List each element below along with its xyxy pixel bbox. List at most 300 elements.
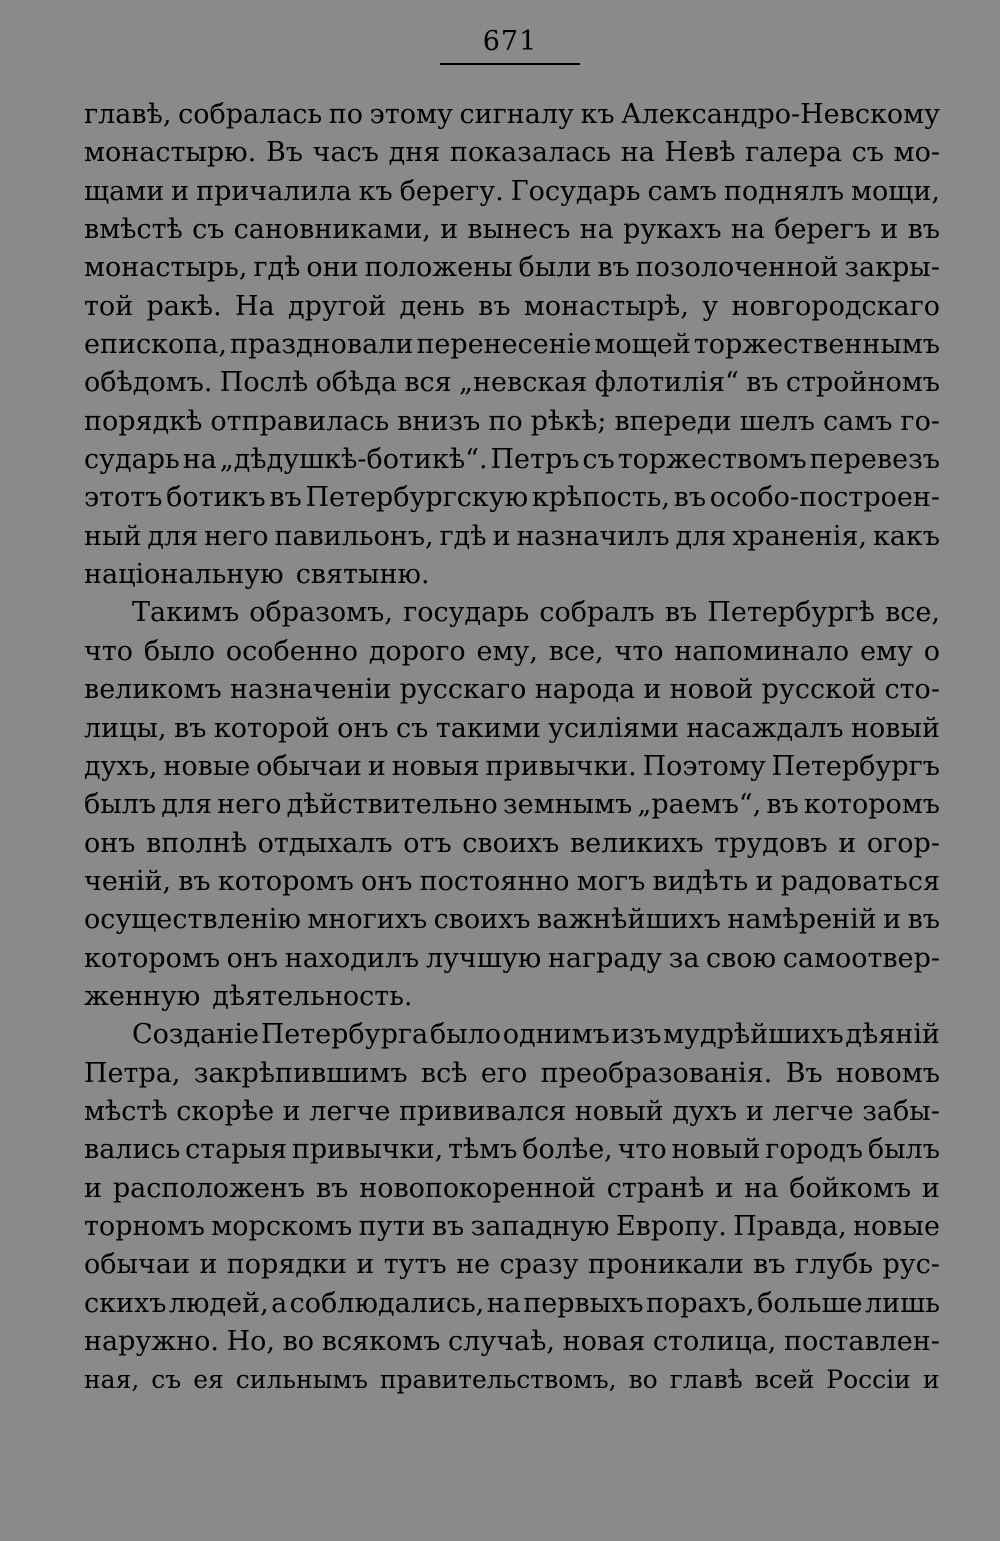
word: и (838, 827, 857, 859)
word: на (579, 214, 614, 246)
word: и (171, 175, 190, 207)
word: новая (562, 1326, 646, 1357)
word: онъ (226, 942, 279, 974)
word: въ (907, 214, 940, 246)
word: особо-построен- (709, 482, 940, 514)
word: Послѣ (219, 367, 309, 399)
word: закрѣпившимъ (193, 1057, 408, 1089)
word: онъ (337, 712, 389, 744)
word: у (702, 290, 719, 322)
word: торжественнымъ (693, 329, 940, 361)
word: собралась (178, 99, 323, 130)
word: Европу. (615, 1210, 727, 1242)
word: перенесеніе (416, 329, 592, 361)
word: крѣпость, (531, 482, 670, 514)
word: и (715, 1172, 734, 1204)
word: часъ (312, 137, 379, 169)
word: и (367, 750, 386, 782)
text-line (84, 479, 940, 517)
text-line (84, 594, 940, 632)
word: привычки, (291, 1134, 444, 1166)
word: въ (753, 1249, 786, 1281)
word: въ (766, 789, 799, 821)
word: самъ (823, 405, 893, 437)
text-line (84, 825, 940, 863)
word: На (234, 290, 275, 322)
word: день (399, 290, 465, 322)
word: по (328, 99, 364, 130)
word: скихъ (84, 1287, 167, 1319)
word: не (456, 1249, 491, 1281)
word: рѣкѣ; (530, 405, 607, 437)
word: ему, (476, 635, 538, 667)
page-number-rule (440, 63, 580, 65)
word: насаждалъ (686, 712, 844, 744)
word: павильонъ, (274, 520, 434, 552)
text-line (84, 1093, 940, 1131)
word: въ (597, 252, 630, 284)
word: а (271, 1287, 288, 1319)
word: этотъ (84, 482, 163, 514)
word: ченій, (84, 865, 172, 897)
word: что (617, 1134, 667, 1166)
word: праздновали (229, 329, 414, 361)
text-line (84, 173, 940, 211)
word: городъ (765, 1134, 863, 1166)
word: щами (84, 175, 165, 207)
word: на (744, 1172, 779, 1204)
word: торномъ (84, 1210, 205, 1242)
word: монастырь, (84, 252, 248, 284)
text-line (84, 249, 940, 287)
word: находилъ (284, 942, 420, 974)
word: женную (84, 980, 201, 1012)
word: новый (574, 1095, 664, 1127)
word: сигналу (459, 99, 574, 130)
word: своихъ (462, 827, 560, 859)
word: новопокоренной (359, 1172, 596, 1204)
word: правительствомъ, (379, 1365, 617, 1395)
word: Петербургскую (305, 482, 529, 514)
word: дѣйствительно (286, 789, 498, 821)
text-line (84, 1246, 940, 1284)
word: Государь (510, 175, 641, 207)
word: ея (193, 1365, 224, 1395)
word: постоянно (419, 865, 570, 897)
word: назначилъ (516, 520, 670, 552)
word: порядкѣ (84, 405, 203, 437)
word: что (84, 635, 134, 667)
word: сударь (84, 444, 180, 476)
word: него (204, 520, 269, 552)
word: рукахъ (623, 214, 722, 246)
word: новый (851, 712, 940, 744)
word: духъ, (84, 750, 158, 782)
word: за (668, 942, 700, 974)
word: прививался (399, 1095, 567, 1127)
word: и (880, 214, 899, 246)
text-line (84, 441, 940, 479)
word: земнымъ (502, 789, 633, 821)
word: и (492, 520, 511, 552)
word: скорѣе (176, 1095, 275, 1127)
word: награду (547, 942, 662, 974)
word: новые (853, 1210, 940, 1242)
word: Правда, (733, 1210, 847, 1242)
word: сразу (499, 1249, 579, 1281)
word: по (488, 405, 523, 437)
word: отъ (403, 827, 452, 859)
word: мо- (893, 137, 940, 169)
word: больше (757, 1287, 863, 1319)
word: на (730, 214, 765, 246)
word: которой (213, 712, 330, 744)
word: новгородскаго (731, 290, 940, 322)
text-line (84, 978, 940, 1016)
text-line (84, 1323, 940, 1361)
word: какъ (872, 520, 940, 552)
word: которомъ (217, 865, 354, 897)
word: о (923, 635, 940, 667)
text-line (84, 96, 940, 134)
word: Петра, (84, 1057, 181, 1089)
text-line (84, 1285, 940, 1323)
word: на (486, 1287, 521, 1319)
word: однимъ (502, 1019, 610, 1051)
word: мощей (594, 329, 691, 361)
text-line (84, 901, 940, 939)
word: Но, (226, 1326, 275, 1357)
word: епископа, (84, 329, 227, 361)
text-line (84, 940, 940, 978)
word: радоваться (780, 865, 940, 897)
word: Созданіе (132, 1019, 259, 1051)
word: проникали (588, 1249, 744, 1281)
word: морскомъ (211, 1210, 353, 1242)
word: огор- (866, 827, 940, 859)
word: поставлен- (784, 1326, 940, 1357)
word: дѣяній (845, 1019, 940, 1051)
word: былъ (867, 1134, 940, 1166)
word: трудовъ (714, 827, 828, 859)
text-line (84, 1361, 940, 1399)
word: въ (174, 712, 207, 744)
word: всякомъ (321, 1326, 441, 1357)
word: бойкомъ (789, 1172, 912, 1204)
word: странѣ (606, 1172, 705, 1204)
word: что (614, 635, 664, 667)
word: перевезъ (809, 444, 940, 476)
word: было (429, 1019, 501, 1051)
word: болѣе, (522, 1134, 613, 1166)
word: берегъ (774, 214, 872, 246)
word: осуществленію (84, 904, 301, 936)
word: столица, (652, 1326, 777, 1357)
word: русской (761, 674, 877, 706)
word: всей (754, 1365, 815, 1395)
word: стройномъ (785, 367, 940, 399)
word: той (84, 290, 134, 322)
word: и (921, 1172, 940, 1204)
text-line (84, 1131, 940, 1169)
word: мощи, (851, 175, 940, 207)
text-line (84, 556, 940, 594)
text-line (84, 288, 940, 326)
word: впереди (614, 405, 732, 437)
text-line (84, 518, 940, 556)
word: отправилась (210, 405, 390, 437)
word: національную (84, 559, 284, 591)
word: Россіи (826, 1365, 911, 1395)
word: своихъ (433, 904, 531, 936)
word: сильнымъ (235, 1365, 368, 1395)
body-text (84, 96, 940, 1400)
word: въ (664, 597, 698, 629)
word: все, (548, 635, 604, 667)
word: особенно (225, 635, 358, 667)
word: самъ (647, 175, 717, 207)
word: которомъ (84, 942, 221, 974)
word: усиліями (548, 712, 679, 744)
text-line (84, 403, 940, 441)
word: съ (396, 712, 429, 744)
word: къ (580, 99, 615, 130)
text-line (84, 364, 940, 402)
word: наружно. (84, 1326, 219, 1357)
word: которомъ (803, 789, 940, 821)
word: все, (885, 597, 940, 629)
word: забы- (862, 1095, 940, 1127)
word: преобразованія. (540, 1057, 773, 1089)
word: были (518, 252, 592, 284)
word: и (643, 674, 662, 706)
word: положены (364, 252, 513, 284)
word: тутъ (383, 1249, 447, 1281)
word: самоотвер- (782, 942, 940, 974)
word: „невская (459, 367, 588, 399)
word: „дѣдушкѣ-ботикѣ“. (219, 444, 488, 476)
word: флотилія“ (594, 367, 739, 399)
word: въ (673, 482, 707, 514)
word: монастырѣ, (523, 290, 689, 322)
word: вались (84, 1134, 181, 1166)
word: могъ (576, 865, 646, 897)
word: свою (706, 942, 777, 974)
word: „раемъ“, (637, 789, 762, 821)
word: святыню. (295, 559, 430, 591)
word: къ (358, 175, 393, 207)
word: главѣ, (84, 99, 172, 130)
word: причалила (196, 175, 352, 207)
word: съ (151, 1365, 182, 1395)
word: вполнѣ (146, 827, 247, 859)
word: показалась (449, 137, 612, 169)
word: соблюдались, (289, 1287, 485, 1319)
word: обычаи (256, 750, 363, 782)
word: было (143, 635, 216, 667)
word: глубь (794, 1249, 874, 1281)
word: Петербургъ (771, 750, 940, 782)
word: порахъ, (646, 1287, 755, 1319)
word: закры- (844, 252, 940, 284)
word: дня (388, 137, 441, 169)
word: и (356, 1249, 375, 1281)
word: ная, (84, 1365, 140, 1395)
word: этому (369, 99, 453, 130)
word: другой (287, 290, 387, 322)
word: старыя (185, 1134, 288, 1166)
word: Петербурга (260, 1019, 429, 1051)
word: для (675, 520, 727, 552)
text-line (84, 1208, 940, 1246)
word: собралъ (539, 597, 655, 629)
word: него (217, 789, 282, 821)
page-number: 671 (482, 26, 538, 57)
word: русскаго (399, 674, 527, 706)
word: такими (435, 712, 541, 744)
word: дѣятельность. (212, 980, 413, 1012)
word: великомъ (84, 674, 222, 706)
text-line (84, 326, 940, 364)
word: важнѣйшихъ (537, 904, 721, 936)
word: и (883, 904, 902, 936)
word: тѣмъ (448, 1134, 518, 1166)
word: Въ (785, 1057, 823, 1089)
word: первыхъ (523, 1287, 644, 1319)
word: дорого (368, 635, 466, 667)
word: рус- (882, 1249, 940, 1281)
text-line (84, 1016, 940, 1054)
word: го- (900, 405, 940, 437)
word: обычаи (84, 1249, 190, 1281)
word: лицы, (84, 712, 167, 744)
text-line (84, 671, 940, 709)
word: Поэтому (642, 750, 766, 782)
word: и (745, 1095, 764, 1127)
word: ракѣ. (146, 290, 222, 322)
word: ботикъ (166, 482, 266, 514)
word: западную (470, 1210, 610, 1242)
word: онъ (361, 865, 413, 897)
word: съ (851, 137, 884, 169)
text-line (84, 211, 940, 249)
word: отдыхалъ (257, 827, 393, 859)
word: на (182, 444, 217, 476)
word: ему (860, 635, 913, 667)
word: былъ (84, 789, 157, 821)
word: съ (192, 214, 225, 246)
word: храненія, (732, 520, 868, 552)
word: народа (534, 674, 636, 706)
word: сановниками, (233, 214, 431, 246)
word: изъ (611, 1019, 662, 1051)
word: лишь (864, 1287, 940, 1319)
word: обѣдомъ. (84, 367, 213, 399)
word: великихъ (569, 827, 704, 859)
word: мѣстѣ (84, 1095, 168, 1127)
word: сто- (884, 674, 940, 706)
word: они (306, 252, 359, 284)
word: и (84, 1172, 102, 1204)
word: намѣреній (727, 904, 877, 936)
word: шелъ (739, 405, 815, 437)
word: расположенъ (112, 1172, 306, 1204)
word: многихъ (307, 904, 428, 936)
word: въ (269, 482, 302, 514)
word: легче (309, 1095, 391, 1127)
word: новый (671, 1134, 761, 1166)
word: Петръ (490, 444, 580, 476)
word: Въ (265, 137, 303, 169)
word: внизъ (397, 405, 481, 437)
text-line (84, 710, 940, 748)
word: берегу. (399, 175, 504, 207)
word: съ (582, 444, 615, 476)
word: во (282, 1326, 315, 1357)
word: пути (358, 1210, 426, 1242)
word: въ (431, 1210, 465, 1242)
word: для (161, 789, 212, 821)
word: вмѣстѣ (84, 214, 183, 246)
word: Такимъ (132, 597, 240, 629)
word: въ (478, 290, 511, 322)
word: новыя (391, 750, 480, 782)
word: Невѣ (664, 137, 736, 169)
word: онъ (84, 827, 136, 859)
text-line (84, 863, 940, 901)
word: на (620, 137, 655, 169)
word: государь (403, 597, 530, 629)
word: людей, (168, 1287, 269, 1319)
word: напоминало (674, 635, 850, 667)
word: ный (84, 520, 142, 552)
word: лучшую (425, 942, 542, 974)
word: и (922, 1365, 940, 1395)
word: позолоченной (635, 252, 839, 284)
text-line (84, 1170, 940, 1208)
word: назначеніи (229, 674, 392, 706)
word: духъ (672, 1095, 738, 1127)
word: монастырю. (84, 137, 257, 169)
word: въ (907, 904, 940, 936)
word: для (147, 520, 199, 552)
word: и (755, 865, 774, 897)
word: и (440, 214, 459, 246)
word: гдѣ (253, 252, 301, 284)
word: въ (746, 367, 779, 399)
word: вся (404, 367, 452, 399)
word: мудрѣйшихъ (663, 1019, 844, 1051)
word: въ (178, 865, 211, 897)
word: во (628, 1365, 658, 1395)
word: и (199, 1249, 218, 1281)
word: его (480, 1057, 528, 1089)
text-line (84, 1055, 940, 1093)
word: легче (772, 1095, 854, 1127)
text-line (84, 134, 940, 172)
word: и (282, 1095, 301, 1127)
word: порядки (226, 1249, 347, 1281)
word: образомъ, (249, 597, 393, 629)
word: видѣть (652, 865, 749, 897)
word: случаѣ, (448, 1326, 556, 1357)
text-line (84, 748, 940, 786)
word: торжествомъ (617, 444, 807, 476)
word: вынесъ (467, 214, 571, 246)
word: главѣ (669, 1365, 743, 1395)
word: новые (163, 750, 251, 782)
word: новомъ (836, 1057, 940, 1089)
